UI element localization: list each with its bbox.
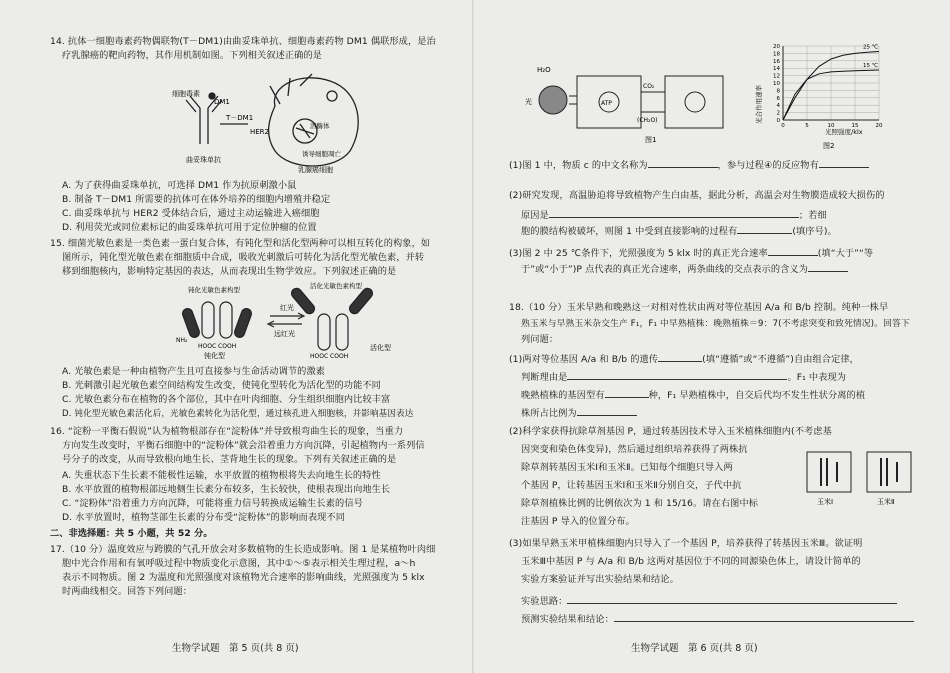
q16-option-a: A. 失重状态下生长素不能极性运输，水平放置的植物根将失去向地生长的特性 bbox=[62, 470, 381, 481]
corn-1-label: 玉米Ⅰ bbox=[817, 498, 834, 506]
x-tick-label: 20 bbox=[875, 123, 883, 129]
inactive-config-label: 钝化光敏色素构型 bbox=[188, 286, 240, 294]
q16-stem-line1: 16. “淀粉一平衡石假说”认为植物根部存在“淀粉体”并导致根弯曲生长的现象，当重力 bbox=[50, 426, 404, 437]
q18-part1-line4 bbox=[521, 406, 637, 420]
q15-option-c: C. 光敏色素分布在植物的各个部位，其中在叶肉细胞、分生组织细胞内比较丰富 bbox=[62, 394, 391, 405]
antibody-label: 曲妥珠单抗 bbox=[186, 156, 221, 164]
q17-part3-line2 bbox=[521, 262, 848, 276]
far-red-label: 远红光 bbox=[274, 330, 295, 338]
q18-part2-line6: 注基因 P 导入的位置分布。 bbox=[521, 516, 635, 527]
ch2o-label: (CH₂O) bbox=[637, 117, 658, 124]
y-tick-label: 8 bbox=[776, 88, 780, 95]
y-tick-label: 16 bbox=[773, 58, 780, 65]
q18-p1-text-d: 。F₁ 中表现为 bbox=[787, 372, 847, 383]
q18-part1-line3 bbox=[521, 388, 865, 402]
q17-figure-2-chart bbox=[753, 38, 893, 153]
q18-part3-line1: (3)如果早熟玉米甲植株细胞内只导入了一个基因 P，培养获得了转基因玉米Ⅲ。欲证明 bbox=[509, 538, 863, 549]
q17-p1-text-b: ，参与过程④的反应物有 bbox=[717, 160, 819, 171]
y-tick-label: 14 bbox=[773, 66, 780, 73]
q18-stem-line3: 列问题： bbox=[521, 334, 559, 345]
q17-part2-line1: (2)研究发现，高温胁迫将导致植物产生白由基，据此分析，高温会对生物膜造成较大损伤的 bbox=[509, 190, 885, 201]
q17-p3-text-b: (填“大于”“等 bbox=[817, 248, 874, 259]
q17-figure-1 bbox=[525, 56, 755, 146]
q17-p1-blank-2[interactable] bbox=[819, 158, 869, 168]
q18-p1-blank-4[interactable] bbox=[577, 406, 637, 416]
active-config-label: 活化光敏色素构型 bbox=[310, 282, 362, 290]
q16-option-d: D. 水平放置时，植物茎部生长素的分布受“淀粉体”的影响而表现不同 bbox=[62, 512, 345, 523]
y-tick-label: 12 bbox=[773, 73, 780, 80]
dm1-label: DM1 bbox=[214, 98, 230, 106]
q18-part3-line2: 玉米Ⅲ中基因 P 与 A/a 和 B/b 这两对基因位于不同的同源染色体上，请设计简单的 bbox=[521, 556, 861, 567]
her2-label: HER2 bbox=[250, 128, 270, 136]
q17-p1-blank-1[interactable] bbox=[648, 158, 718, 168]
corn-2-label: 玉米Ⅱ bbox=[877, 498, 895, 506]
q18-result-blank[interactable] bbox=[614, 612, 914, 622]
active-label: 活化型 bbox=[370, 344, 391, 352]
q17-stem-line1: 17.（10 分）温度效应与跨膜的气孔开放会对多数植物的生长造成影响。图 1 是某植物叶肉细 bbox=[50, 544, 436, 555]
h2o-label: H₂O bbox=[537, 66, 551, 74]
y-tick-label: 18 bbox=[773, 51, 780, 58]
x-tick-label: 5 bbox=[805, 123, 809, 129]
x-tick-label: 15 bbox=[851, 123, 859, 129]
q18-p1-blank-2[interactable] bbox=[567, 370, 787, 380]
fig1-caption: 图1 bbox=[645, 136, 657, 144]
q17-stem-line4: 时两曲线相交。回答下列问题： bbox=[62, 586, 193, 597]
q14-option-b: B. 制备 T－DM1 所需要的抗体可在体外培养的细胞内增殖并稳定 bbox=[62, 194, 331, 205]
q15-stem-line1: 15. 细菌光敏色素是一类色素一蛋白复合体，有钝化型和活化型两种可以相互转化的构象，如 bbox=[50, 238, 431, 249]
q18-p1-text-a: (1)两对等位基因 A/a 和 B/b 的遗传 bbox=[509, 354, 659, 365]
q18-part2-line2: 因突变和染色体变异)，然后通过组织培养获得了两株抗 bbox=[521, 444, 748, 455]
y-tick-label: 20 bbox=[773, 44, 780, 50]
q15-figure bbox=[170, 280, 410, 362]
q18-part1-line2 bbox=[521, 370, 846, 384]
page5-footer: 生物学试题 第 5 页(共 8 页) bbox=[172, 643, 299, 654]
q17-p2-text-d: 胞的膜结构被破坏，则图 1 中受到直接影响的过程有 bbox=[521, 226, 738, 237]
lysosome-label: 溶酶体 bbox=[310, 122, 330, 130]
q16-option-b: B. 水平放置的植物根部远地侧生长素分布较多，生长较快，使根表现出向地生长 bbox=[62, 484, 391, 495]
q18-part2-line5: 除草剂植株比例的比例依次为 1 和 15/16。请在右图中标 bbox=[521, 498, 759, 509]
q17-part1 bbox=[509, 158, 869, 172]
q14-stem-line2: 疗乳腺癌的靶向药物，其作用机制如图。下列相关叙述正确的是 bbox=[62, 50, 323, 61]
q14-option-d: D. 利用荧光或同位素标记的曲妥珠单抗可用于定位肿瘤的位置 bbox=[62, 222, 317, 233]
q18-part3-result bbox=[521, 612, 914, 626]
q18-p1-blank-1[interactable] bbox=[658, 352, 702, 362]
chart-x-label: 光照强度/klx bbox=[825, 128, 863, 136]
q17-stem-line3: 表示不同物质。图 2 为温度和光照强度对该植物光合速率的影响曲线，光照强度为 5 klx bbox=[62, 572, 425, 583]
q15-stem-line3: 移到细胞核内，影响特定基因的表达，从而表现出生物学效应。下列叙述正确的是 bbox=[62, 266, 397, 277]
q18-stem-line2: 熟玉米与早熟玉米杂交生产 F₁，F₁ 中早熟植株：晚熟植株＝9：7(不考虑突变和致死情况)。回答下 bbox=[521, 319, 910, 329]
y-tick-label: 6 bbox=[776, 95, 780, 102]
q17-p2-text-b: 原因是 bbox=[521, 210, 549, 221]
q17-p2-text-e: (填序号)。 bbox=[792, 226, 837, 237]
fig2-caption: 图2 bbox=[823, 142, 835, 150]
q16-option-c: C. “淀粉体”沿着重力方向沉降，可能将重力信号转换成运输生长素的信号 bbox=[62, 498, 363, 509]
y-tick-label: 2 bbox=[776, 110, 780, 117]
q15-stem-line2: 图所示，钝化型光敏色素在细胞质中合成，吸收光刺激后可转化为活化型光敏色素，并转 bbox=[62, 252, 425, 263]
q17-p3-blank-1[interactable] bbox=[768, 246, 818, 256]
q17-part2-line3 bbox=[521, 224, 837, 238]
inactive-label: 钝化型 bbox=[204, 352, 225, 360]
q17-stem-line2: 胞中光合作用和有氧呼吸过程中物质变化示意图，其中①～⑤表示相关生理过程，a～h bbox=[62, 558, 416, 569]
series-label-2: 15 ℃ bbox=[863, 63, 878, 70]
q18-stem-line1: 18.（10 分）玉米早熟和晚熟这一对相对性状由两对等位基因 A/a 和 B/b 控制。纯种一株早 bbox=[509, 302, 889, 313]
page-6 bbox=[475, 0, 950, 673]
tdm1-label: T－DM1 bbox=[226, 114, 254, 122]
q18-part2-line1: (2)科学家获得抗除草剂基因 P，通过转基因技术导入玉米植株细胞内(不考虑基 bbox=[509, 426, 832, 437]
q18-p1-text-b: (填“遵循”或“不遵循”)自由组合定律， bbox=[702, 354, 859, 365]
series-label-1: 25 ℃ bbox=[863, 44, 878, 51]
q17-p3-text-a: (3)图 2 中 25 ℃条件下，光照强度为 5 klx 时的真正光合速率 bbox=[509, 248, 768, 259]
q18-result-label: 预测实验结果和结论： bbox=[521, 614, 614, 625]
payload-label: 细胞毒素 bbox=[172, 90, 200, 98]
q18-p1-text-c: 判断理由是 bbox=[521, 372, 568, 383]
page6-footer: 生物学试题 第 6 页(共 8 页) bbox=[631, 643, 758, 654]
apoptosis-label: 诱导细胞凋亡 bbox=[302, 150, 341, 158]
q18-part3-idea bbox=[521, 594, 897, 608]
q17-p2-blank-2[interactable] bbox=[737, 224, 792, 234]
red-light-label: 红光 bbox=[280, 304, 294, 312]
cooh-right: HOOC COOH bbox=[310, 353, 349, 360]
q16-stem-line2: 方向发生改变时，平衡石细胞中的“淀粉体”就会沿着重力方向沉降，引起植物内一系列信 bbox=[62, 440, 425, 451]
q15-option-d: D. 钝化型光敏色素活化后，光敏色素转化为活化型，通过核孔进入细胞核，并影响基因表达 bbox=[62, 409, 414, 419]
chart-y-label: 光合作用速率 bbox=[755, 85, 763, 124]
cell-label: 乳腺癌细胞 bbox=[298, 166, 333, 174]
q18-p1-text-g: 株所占比例为 bbox=[521, 408, 577, 419]
q17-p3-blank-2[interactable] bbox=[808, 262, 848, 272]
corn-chromosome-boxes[interactable] bbox=[805, 450, 915, 510]
q18-p1-text-e: 晚熟植株的基因型有 bbox=[521, 390, 605, 401]
q14-option-c: C. 曲妥珠单抗与 HER2 受体结合后，通过主动运输进入癌细胞 bbox=[62, 208, 320, 219]
q17-part2-line2 bbox=[521, 208, 827, 222]
q16-stem-line3: 号分子的改变，从而导致根向地生长、茎背地生长的现象。下列有关叙述正确的是 bbox=[62, 454, 397, 465]
q15-option-b: B. 光刺激引起光敏色素空间结构发生改变，使钝化型转化为活化型的功能不同 bbox=[62, 380, 381, 391]
section-heading: 二、非选择题：共 5 小题，共 52 分。 bbox=[50, 528, 213, 539]
q18-idea-blank[interactable] bbox=[567, 594, 897, 604]
q17-part3-line1 bbox=[509, 246, 873, 260]
x-tick-label: 0 bbox=[781, 123, 785, 129]
q15-option-a: A. 光敏色素是一种由植物产生且可直接参与生命活动调节的激素 bbox=[62, 366, 326, 377]
q18-part1-line1 bbox=[509, 352, 859, 366]
q18-p1-blank-3[interactable] bbox=[605, 388, 649, 398]
q14-stem-line1: 14. 抗体一细胞毒素药物偶联物(T－DM1)由曲妥珠单抗、细胞毒素药物 DM1 偶联形成，是治 bbox=[50, 36, 436, 47]
q17-p3-text-c: 于”或“小于”)P 点代表的真正光合速率，两条曲线的交点表示的含义为 bbox=[521, 264, 808, 275]
q14-figure bbox=[150, 66, 380, 176]
light-label: 光 bbox=[525, 98, 532, 106]
y-tick-label: 0 bbox=[776, 118, 780, 124]
x-tick-label: 10 bbox=[827, 123, 835, 129]
y-tick-label: 10 bbox=[773, 81, 780, 87]
q14-option-a: A. 为了获得曲妥珠单抗，可选择 DM1 作为抗原刺激小鼠 bbox=[62, 180, 297, 191]
nh2-left: NH₂ bbox=[176, 337, 188, 344]
q18-p1-text-f: 种，F₁ 早熟植株中，自交后代均不发生性状分离的植 bbox=[648, 390, 866, 401]
atp-label: ATP bbox=[601, 100, 612, 107]
q18-part2-line4: 个基因 P，让转基因玉米Ⅰ和玉米Ⅱ分别自交，子代中抗 bbox=[521, 480, 742, 491]
q17-p2-text-c: ；若细 bbox=[798, 210, 827, 221]
cooh-left: HOOC COOH bbox=[198, 343, 237, 350]
q18-idea-label: 实验思路： bbox=[521, 596, 568, 607]
q18-part3-line3: 实验方案验证并写出实验结果和结论。 bbox=[521, 574, 679, 585]
y-tick-label: 4 bbox=[776, 103, 780, 110]
q18-part2-line3: 除草剂转基因玉米Ⅰ和玉米Ⅱ。已知每个细胞只导入两 bbox=[521, 462, 733, 473]
q17-p2-blank-1[interactable] bbox=[549, 208, 799, 218]
co2-label: CO₂ bbox=[643, 83, 655, 90]
q17-p1-text-a: (1)图 1 中，物质 c 的中文名称为 bbox=[509, 160, 648, 171]
